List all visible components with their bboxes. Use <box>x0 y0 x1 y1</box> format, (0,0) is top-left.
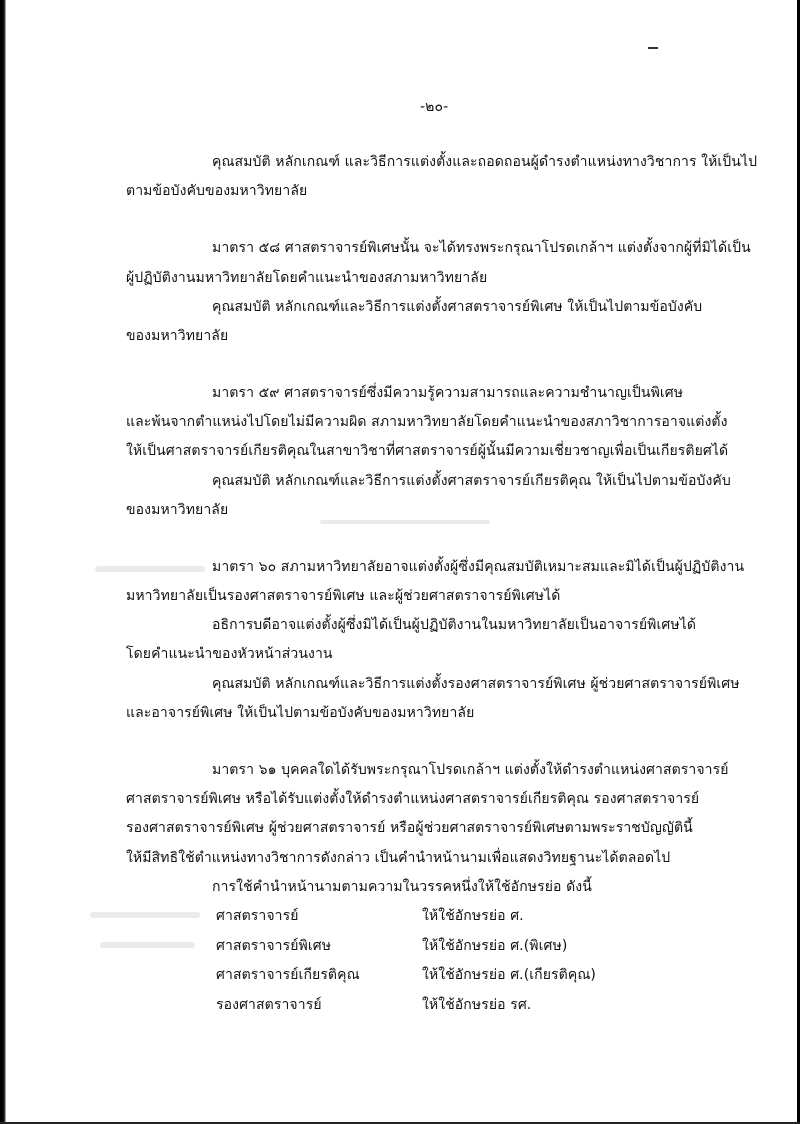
paragraph-line: การใช้คำนำหน้านามตามความในวรรคหนึ่งให้ใช้อักษรย่อ ดังนี้ <box>212 879 592 895</box>
scan-smudge <box>100 942 195 948</box>
scan-smudge <box>90 912 200 918</box>
paragraph-line: ของมหาวิทยาลัย <box>126 502 229 518</box>
paragraph-line: ให้มีสิทธิใช้ตำแหน่งทางวิชาการดังกล่าว เป็นคำนำหน้านามเพื่อแสดงวิทยฐานะได้ตลอดไป <box>126 850 671 866</box>
section-60-heading: มาตรา ๖๐ สภามหาวิทยาลัยอาจแต่งตั้งผู้ซึ่งมีคุณสมบัติเหมาะสมและมิได้เป็นผู้ปฏิบัติงาน <box>212 559 745 575</box>
paragraph-line: คุณสมบัติ หลักเกณฑ์และวิธีการแต่งตั้งศาสตราจารย์เกียรติคุณ ให้เป็นไปตามข้อบังคับ <box>212 473 731 489</box>
paragraph-line: ตามข้อบังคับของมหาวิทยาลัย <box>126 183 308 199</box>
paragraph-line: ผู้ปฏิบัติงานมหาวิทยาลัยโดยคำแนะนำของสภามหาวิทยาลัย <box>126 270 488 286</box>
paragraph-line: อธิการบดีอาจแต่งตั้งผู้ซึ่งมิได้เป็นผู้ปฏิบัติงานในมหาวิทยาลัยเป็นอาจารย์พิเศษได้ <box>212 617 697 633</box>
scan-smudge <box>95 566 205 572</box>
abbreviation-title: รองศาสตราจารย์ <box>216 997 322 1013</box>
section-61-heading: มาตรา ๖๑ บุคคลใดได้รับพระกรุณาโปรดเกล้าฯ แต่งตั้งให้ดำรงตำแหน่งศาสตราจารย์ <box>212 762 729 778</box>
abbreviation-title: ศาสตราจารย์ <box>216 908 299 924</box>
paragraph-line: ให้เป็นศาสตราจารย์เกียรติคุณในสาขาวิชาที่ศาสตราจารย์ผู้นั้นมีความเชี่ยวชาญเพื่อเป็นเกียรติยศได้ <box>126 443 729 459</box>
section-58-heading: มาตรา ๕๘ ศาสตราจารย์พิเศษนั้น จะได้ทรงพระกรุณาโปรดเกล้าฯ แต่งตั้งจากผู้ที่มิได้เป็น <box>212 240 751 256</box>
scan-smudge <box>320 520 490 524</box>
paragraph-line: และพ้นจากตำแหน่งไปโดยไม่มีความผิด สภามหาวิทยาลัยโดยคำแนะนำของสภาวิชาการอาจแต่งตั้ง <box>126 414 728 430</box>
scan-left-border <box>0 0 6 1124</box>
paragraph-line: ศาสตราจารย์พิเศษ หรือได้รับแต่งตั้งให้ดำรงตำแหน่งศาสตราจารย์เกียรติคุณ รองศาสตราจารย์ <box>126 791 700 807</box>
abbreviation-value: ให้ใช้อักษรย่อ ศ.(เกียรติคุณ) <box>422 967 596 983</box>
paragraph-line: คุณสมบัติ หลักเกณฑ์และวิธีการแต่งตั้งศาสตราจารย์พิเศษ ให้เป็นไปตามข้อบังคับ <box>212 299 703 315</box>
paragraph-line: และอาจารย์พิเศษ ให้เป็นไปตามข้อบังคับของมหาวิทยาลัย <box>126 705 475 721</box>
paragraph-line: รองศาสตราจารย์พิเศษ ผู้ช่วยศาสตราจารย์ หรือผู้ช่วยศาสตราจารย์พิเศษตามพระราชบัญญัตินี้ <box>126 820 693 836</box>
abbreviation-value: ให้ใช้อักษรย่อ ศ.(พิเศษ) <box>422 938 568 954</box>
abbreviation-value: ให้ใช้อักษรย่อ รศ. <box>422 997 532 1013</box>
paragraph-line: โดยคำแนะนำของหัวหน้าส่วนงาน <box>126 646 333 662</box>
paragraph-line: ของมหาวิทยาลัย <box>126 328 229 344</box>
page-number: -๒๐- <box>420 99 449 115</box>
paragraph-line: คุณสมบัติ หลักเกณฑ์ และวิธีการแต่งตั้งและถอดถอนผู้ดำรงตำแหน่งทางวิชาการ ให้เป็นไป <box>212 154 758 170</box>
section-59-heading: มาตรา ๕๙ ศาสตราจารย์ซึ่งมีความรู้ความสามารถและความชำนาญเป็นพิเศษ <box>212 385 684 401</box>
abbreviation-value: ให้ใช้อักษรย่อ ศ. <box>422 908 524 924</box>
paragraph-line: คุณสมบัติ หลักเกณฑ์และวิธีการแต่งตั้งรองศาสตราจารย์พิเศษ ผู้ช่วยศาสตราจารย์พิเศษ <box>212 676 740 692</box>
abbreviation-title: ศาสตราจารย์เกียรติคุณ <box>216 967 360 983</box>
paragraph-line: มหาวิทยาลัยเป็นรองศาสตราจารย์พิเศษ และผู้ช่วยศาสตราจารย์พิเศษได้ <box>126 588 561 604</box>
scan-speck <box>648 47 658 49</box>
abbreviation-title: ศาสตราจารย์พิเศษ <box>216 938 332 954</box>
